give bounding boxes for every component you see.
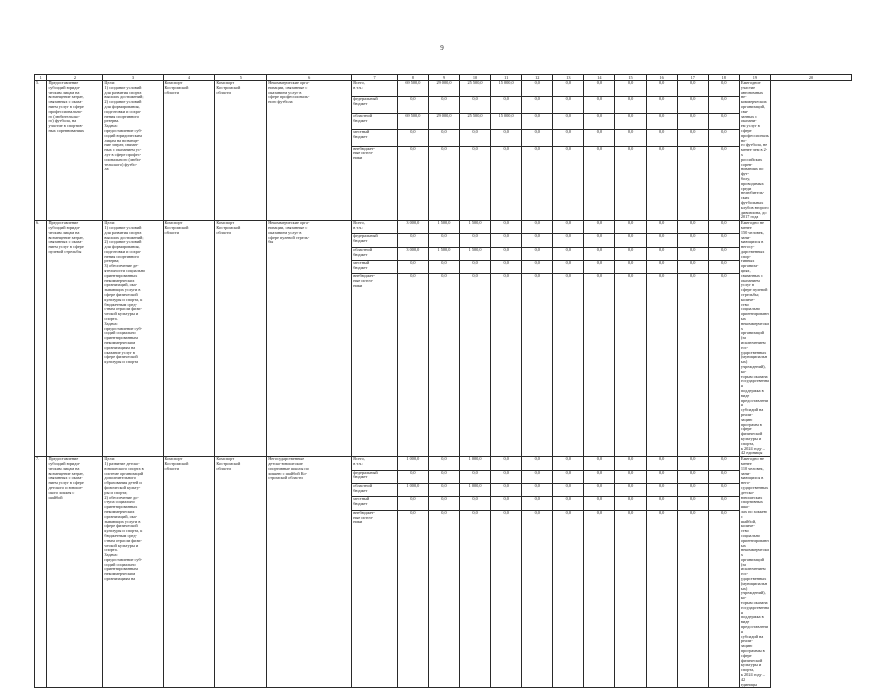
- finance-value: 0,0: [677, 221, 708, 234]
- measure-name: Предоставление субсидий юриди- ческим лицам на возмещение затрат, связанных с оказа- нием услуг в сфере детского и юноше- ского хоккея с шайбой: [47, 457, 103, 688]
- finance-value: 0,0: [460, 146, 491, 220]
- finance-value: 0,0: [615, 457, 646, 470]
- finance-value: 1 000,0: [397, 457, 428, 470]
- finance-value: 0,0: [584, 261, 615, 274]
- finance-value: 0,0: [397, 130, 428, 146]
- finance-value: 0,0: [428, 497, 459, 510]
- finance-value: 0,0: [708, 247, 739, 260]
- finance-value: 0,0: [708, 234, 739, 247]
- page-number: 9: [440, 44, 444, 52]
- responsible-executor: Комспорт Костромской области: [163, 457, 215, 688]
- finance-value: 0,0: [615, 261, 646, 274]
- finance-value: 0,0: [553, 221, 584, 234]
- finance-value: 25 500,0: [460, 81, 491, 97]
- finance-value: 0,0: [522, 484, 553, 497]
- column-number: 7: [352, 75, 398, 81]
- finance-value: 0,0: [522, 113, 553, 129]
- finance-value: 0,0: [397, 510, 428, 688]
- expected-result: Ежегодно не менее 110 человек, зани- мающихся в него- сударственных детско-юношеских спортивных шко- лах по хоккею с шайбой, количе- ство социально ориентированных некоммерческих организаций (за исключением гос- ударственных (муниципальных) учреждений), ко- торым оказана государственная поддержка в виде предоставления субсидий на реали- зацию программы в сфере физической культуры и спорта, к 2024 году – 42 единицы: [740, 456, 769, 687]
- finance-value: 0,0: [584, 221, 615, 234]
- finance-value: 0,0: [428, 234, 459, 247]
- finance-value: 0,0: [491, 234, 522, 247]
- finance-value: 0,0: [397, 497, 428, 510]
- finance-value: 29 000,0: [428, 113, 459, 129]
- finance-value: 0,0: [553, 457, 584, 470]
- goals-and-tasks: Цели: 1) создание условий для развития спорта высших достижений; 2) создание условий для формирования, подготовки и сохра- нения спортивного резерва. Задача: предоставление суб- сидий юридическим лицам на возмеще- ние затрат, связан- ных с оказанием ус- луг в сфере профес- сионального (люби- тельского) футбо- ла: [103, 81, 163, 221]
- funding-source-label: Всего, в т.ч.:: [352, 81, 398, 97]
- column-number: 4: [163, 75, 215, 81]
- finance-value: 0,0: [708, 130, 739, 146]
- finance-value: 1 500,0: [460, 247, 491, 260]
- column-number: 20: [770, 75, 851, 81]
- finance-value: 0,0: [553, 130, 584, 146]
- table-row: [35, 221, 852, 234]
- finance-value: 0,0: [708, 221, 739, 234]
- finance-value: 0,0: [615, 484, 646, 497]
- table-row: [35, 81, 852, 97]
- finance-value: 0,0: [584, 274, 615, 457]
- column-number: 13: [553, 75, 584, 81]
- finance-value: 0,0: [677, 81, 708, 97]
- finance-value: 0,0: [646, 274, 677, 457]
- finance-value: 1 000,0: [460, 457, 491, 470]
- finance-value: 69 500,0: [397, 81, 428, 97]
- goals-and-tasks: Цели: 1) развитие детско- юношеского спорта в системе организаций дополнительного образования детей и физической культу- ры и спорта; 2) обеспечение до- ступа социально ориентированных некоммерческих организаций, ока- зывающих услуги в сфере физической культуры и спорта, к бюджетным сред- ствам отрасли физи- ческой культуры и спорта. Задача: предоставление суб- сидий социально ориентированным некоммерческим организациям на: [103, 457, 163, 688]
- column-number: 18: [708, 75, 739, 81]
- funding-source-label: Всего, в т.ч.:: [352, 457, 398, 470]
- finance-value: 0,0: [677, 113, 708, 129]
- column-number: 17: [677, 75, 708, 81]
- column-number: 1: [35, 75, 47, 81]
- finance-value: 1 500,0: [428, 221, 459, 234]
- finance-value: 0,0: [553, 510, 584, 688]
- finance-value: 0,0: [708, 497, 739, 510]
- finance-value: 0,0: [708, 457, 739, 470]
- finance-value: 0,0: [522, 510, 553, 688]
- entry-number: 7.: [35, 457, 47, 688]
- finance-value: 0,0: [491, 247, 522, 260]
- co-executor: Комспорт Костромской области: [215, 221, 267, 457]
- finance-value: 0,0: [584, 130, 615, 146]
- column-number: 9: [428, 75, 459, 81]
- finance-value: 0,0: [460, 497, 491, 510]
- finance-value: 0,0: [584, 146, 615, 220]
- finance-value: 0,0: [615, 247, 646, 260]
- finance-value: 0,0: [708, 97, 739, 113]
- finance-value: 0,0: [615, 234, 646, 247]
- finance-value: 1 000,0: [460, 484, 491, 497]
- finance-value: 15 000,0: [491, 81, 522, 97]
- finance-value: 0,0: [584, 497, 615, 510]
- column-number: 16: [646, 75, 677, 81]
- finance-value: 0,0: [553, 261, 584, 274]
- finance-value: 0,0: [646, 146, 677, 220]
- finance-value: 0,0: [522, 81, 553, 97]
- finance-value: 0,0: [646, 97, 677, 113]
- funding-source-label: местный бюджет: [352, 261, 398, 274]
- finance-value: 0,0: [584, 97, 615, 113]
- finance-value: 0,0: [397, 470, 428, 483]
- finance-value: 29 000,0: [428, 81, 459, 97]
- responsible-executor: Комспорт Костромской области: [163, 81, 215, 221]
- finance-value: 0,0: [397, 261, 428, 274]
- finance-value: 0,0: [677, 510, 708, 688]
- finance-value: 0,0: [553, 113, 584, 129]
- measure-name: Предоставление субсидий юриди- ческим лицам на возмещение затрат, связанных с оказа- нием услуг в сфере профессионально- го (любительско- го) футбола, на участие в спортив- ных соревнованиях: [47, 81, 103, 221]
- finance-value: 0,0: [522, 261, 553, 274]
- column-number: 6: [267, 75, 352, 81]
- finance-value: 25 500,0: [460, 113, 491, 129]
- finance-value: 0,0: [553, 484, 584, 497]
- expected-result: Ежегодное участие автономных не- коммерческих организаций, свя- занных с оказани- ем услуг в сфере профессионально- го футбола, не менее чем в 2-х российских сорев- нованиях по фут- болу, проводимых среди нелюбитель- ских футбольных клубов второго дивизиона, до 2017 года: [740, 80, 769, 220]
- finance-value: 0,0: [615, 146, 646, 220]
- finance-value: 0,0: [522, 234, 553, 247]
- finance-value: 0,0: [491, 510, 522, 688]
- finance-value: 0,0: [553, 274, 584, 457]
- finance-value: 0,0: [708, 484, 739, 497]
- finance-value: 0,0: [522, 247, 553, 260]
- finance-value: 0,0: [491, 261, 522, 274]
- finance-value: 0,0: [677, 234, 708, 247]
- finance-value: 0,0: [553, 97, 584, 113]
- finance-value: 0,0: [677, 130, 708, 146]
- finance-value: 0,0: [460, 261, 491, 274]
- finance-value: 0,0: [460, 130, 491, 146]
- finance-value: 0,0: [460, 510, 491, 688]
- column-number: 12: [522, 75, 553, 81]
- finance-value: 0,0: [646, 261, 677, 274]
- finance-value: 0,0: [397, 234, 428, 247]
- finance-value: 0,0: [522, 497, 553, 510]
- finance-value: 0,0: [677, 484, 708, 497]
- finance-value: 0,0: [460, 97, 491, 113]
- column-number: 14: [584, 75, 615, 81]
- finance-value: 0,0: [708, 146, 739, 220]
- co-executor: Комспорт Костромской области: [215, 81, 267, 221]
- entry-number: 5.: [35, 81, 47, 221]
- finance-value: 0,0: [522, 130, 553, 146]
- finance-value: 0,0: [708, 261, 739, 274]
- finance-value: 0,0: [491, 274, 522, 457]
- funding-source-label: местный бюджет: [352, 497, 398, 510]
- finance-value: 0,0: [491, 470, 522, 483]
- finance-value: 0,0: [646, 221, 677, 234]
- funding-source-label: местный бюджет: [352, 130, 398, 146]
- finance-value: 0,0: [491, 457, 522, 470]
- participants: Некоммерческие орга- низации, связанные с оказанием услуг в сфере профессиональ- ного футбола: [267, 81, 352, 221]
- finance-value: 0,0: [646, 113, 677, 129]
- finance-value: 0,0: [553, 234, 584, 247]
- finance-value: 0,0: [615, 97, 646, 113]
- finance-value: 0,0: [646, 81, 677, 97]
- finance-value: 0,0: [584, 247, 615, 260]
- column-number: 15: [615, 75, 646, 81]
- finance-value: 0,0: [522, 470, 553, 483]
- finance-value: 0,0: [584, 470, 615, 483]
- finance-value: 0,0: [428, 274, 459, 457]
- finance-value: 0,0: [615, 81, 646, 97]
- column-number: 10: [460, 75, 491, 81]
- finance-value: 0,0: [428, 97, 459, 113]
- column-number: 3: [103, 75, 163, 81]
- finance-value: 0,0: [553, 146, 584, 220]
- entry-number: 6.: [35, 221, 47, 457]
- finance-value: 0,0: [646, 234, 677, 247]
- finance-value: 0,0: [553, 470, 584, 483]
- finance-value: 0,0: [677, 247, 708, 260]
- finance-value: 0,0: [397, 274, 428, 457]
- finance-value: 0,0: [522, 457, 553, 470]
- finance-value: 0,0: [491, 497, 522, 510]
- finance-value: 0,0: [460, 274, 491, 457]
- finance-value: 0,0: [615, 497, 646, 510]
- finance-value: 0,0: [708, 113, 739, 129]
- funding-source-label: областной бюджет: [352, 484, 398, 497]
- finance-value: 0,0: [491, 146, 522, 220]
- funding-source-label: внебюджет- ные источ- ники: [352, 510, 398, 688]
- co-executor: Комспорт Костромской области: [215, 457, 267, 688]
- funding-source-label: областной бюджет: [352, 113, 398, 129]
- funding-source-label: внебюджет- ные источ- ники: [352, 274, 398, 457]
- finance-value: 0,0: [615, 221, 646, 234]
- finance-value: 0,0: [397, 146, 428, 220]
- program-table: [34, 74, 852, 688]
- finance-value: 0,0: [584, 510, 615, 688]
- finance-value: 0,0: [677, 146, 708, 220]
- finance-value: 0,0: [677, 497, 708, 510]
- measure-name: Предоставление субсидий юриди- ческим лицам на возмещение затрат, связанных с оказа- нием услуг в сфере пулевой стрельбы: [47, 221, 103, 457]
- finance-value: 15 000,0: [491, 113, 522, 129]
- finance-value: 1 500,0: [428, 247, 459, 260]
- finance-value: 0,0: [522, 146, 553, 220]
- finance-value: 0,0: [584, 113, 615, 129]
- column-number: 5: [215, 75, 267, 81]
- finance-value: 0,0: [491, 97, 522, 113]
- table-row: [35, 457, 852, 470]
- finance-value: 3 000,0: [397, 221, 428, 234]
- column-number: 8: [397, 75, 428, 81]
- finance-value: 0,0: [646, 497, 677, 510]
- finance-value: 0,0: [553, 497, 584, 510]
- finance-value: 0,0: [708, 274, 739, 457]
- finance-value: 0,0: [708, 81, 739, 97]
- finance-value: 0,0: [646, 457, 677, 470]
- finance-value: 1 500,0: [460, 221, 491, 234]
- finance-value: 0,0: [522, 221, 553, 234]
- finance-value: 0,0: [708, 510, 739, 688]
- finance-value: 0,0: [584, 81, 615, 97]
- column-number: 11: [491, 75, 522, 81]
- funding-source-label: федеральный бюджет: [352, 470, 398, 483]
- finance-value: 0,0: [677, 274, 708, 457]
- column-number: 19: [739, 75, 770, 81]
- goals-and-tasks: Цели: 1) создание условий для развития спорта высших достижений; 2) создание условий для формирования, подготовки и сохра- нения спортивного резерва; 3) обеспечение де- ятельности социально ориентированных некоммерческих организаций, ока- зывающих услуги в сфере физической культуры и спорта, к бюджетным сред- ствам отрасли физи- ческой культуры и спорта. Задача: предоставление суб- сидий социально ориентированным некоммерческим организациям на оказание услуг в сфере физической культуры и спорта: [103, 221, 163, 457]
- finance-value: 0,0: [522, 97, 553, 113]
- finance-value: 0,0: [677, 470, 708, 483]
- finance-value: 0,0: [428, 261, 459, 274]
- finance-value: 0,0: [428, 510, 459, 688]
- finance-value: 0,0: [553, 247, 584, 260]
- participants: Некоммерческие орга- низации, связанные с оказанием услуг в сфере пулевой стрель- бы: [267, 221, 352, 457]
- funding-source-label: федеральный бюджет: [352, 234, 398, 247]
- finance-value: 0,0: [428, 146, 459, 220]
- finance-value: 0,0: [397, 97, 428, 113]
- finance-value: 0,0: [522, 274, 553, 457]
- finance-value: 0,0: [646, 470, 677, 483]
- column-number: 2: [47, 75, 103, 81]
- finance-value: 0,0: [677, 97, 708, 113]
- finance-value: 0,0: [428, 470, 459, 483]
- funding-source-label: внебюджет- ные источ- ники: [352, 146, 398, 220]
- finance-value: 0,0: [615, 510, 646, 688]
- finance-value: 0,0: [491, 484, 522, 497]
- finance-value: 0,0: [708, 470, 739, 483]
- finance-value: 0,0: [428, 484, 459, 497]
- finance-value: 0,0: [460, 234, 491, 247]
- finance-value: 0,0: [491, 130, 522, 146]
- finance-value: 0,0: [615, 274, 646, 457]
- finance-value: 3 000,0: [397, 247, 428, 260]
- finance-value: 0,0: [646, 130, 677, 146]
- finance-value: 0,0: [584, 457, 615, 470]
- finance-value: 0,0: [584, 234, 615, 247]
- finance-value: 0,0: [460, 470, 491, 483]
- finance-value: 0,0: [491, 221, 522, 234]
- finance-value: 0,0: [646, 484, 677, 497]
- finance-value: 0,0: [677, 457, 708, 470]
- finance-value: 0,0: [584, 484, 615, 497]
- finance-value: 0,0: [428, 130, 459, 146]
- participants: Негосударственные детско-юношеские спортивные школы по хоккею с шайбой Ко- стромской области: [267, 457, 352, 688]
- responsible-executor: Комспорт Костромской области: [163, 221, 215, 457]
- finance-value: 0,0: [615, 470, 646, 483]
- finance-value: 0,0: [646, 247, 677, 260]
- expected-result: Ежегодно не менее 150 человек, зани- мающихся в негосу- дарственных спор- тивных организа- циях, связанных с оказанием услуг в сфере пулевой стрельбы; количе- ство социально ориентированных некоммерческих организаций (за исключением гос- ударственных (муниципальных) учреждений), ко- торым оказана государственная поддержка в виде предоставления субсидий на реали- зацию программ в сфере физической культуры и спорта, к 2024 году – 42 единицы: [740, 220, 769, 456]
- finance-value: 1 000,0: [397, 484, 428, 497]
- funding-source-label: областной бюджет: [352, 247, 398, 260]
- funding-source-label: Всего, в т.ч.:: [352, 221, 398, 234]
- finance-value: 0,0: [615, 130, 646, 146]
- finance-value: 0,0: [428, 457, 459, 470]
- finance-value: 0,0: [646, 510, 677, 688]
- funding-source-label: федеральный бюджет: [352, 97, 398, 113]
- finance-value: 0,0: [677, 261, 708, 274]
- finance-value: 0,0: [615, 113, 646, 129]
- finance-value: 0,0: [553, 81, 584, 97]
- finance-value: 69 500,0: [397, 113, 428, 129]
